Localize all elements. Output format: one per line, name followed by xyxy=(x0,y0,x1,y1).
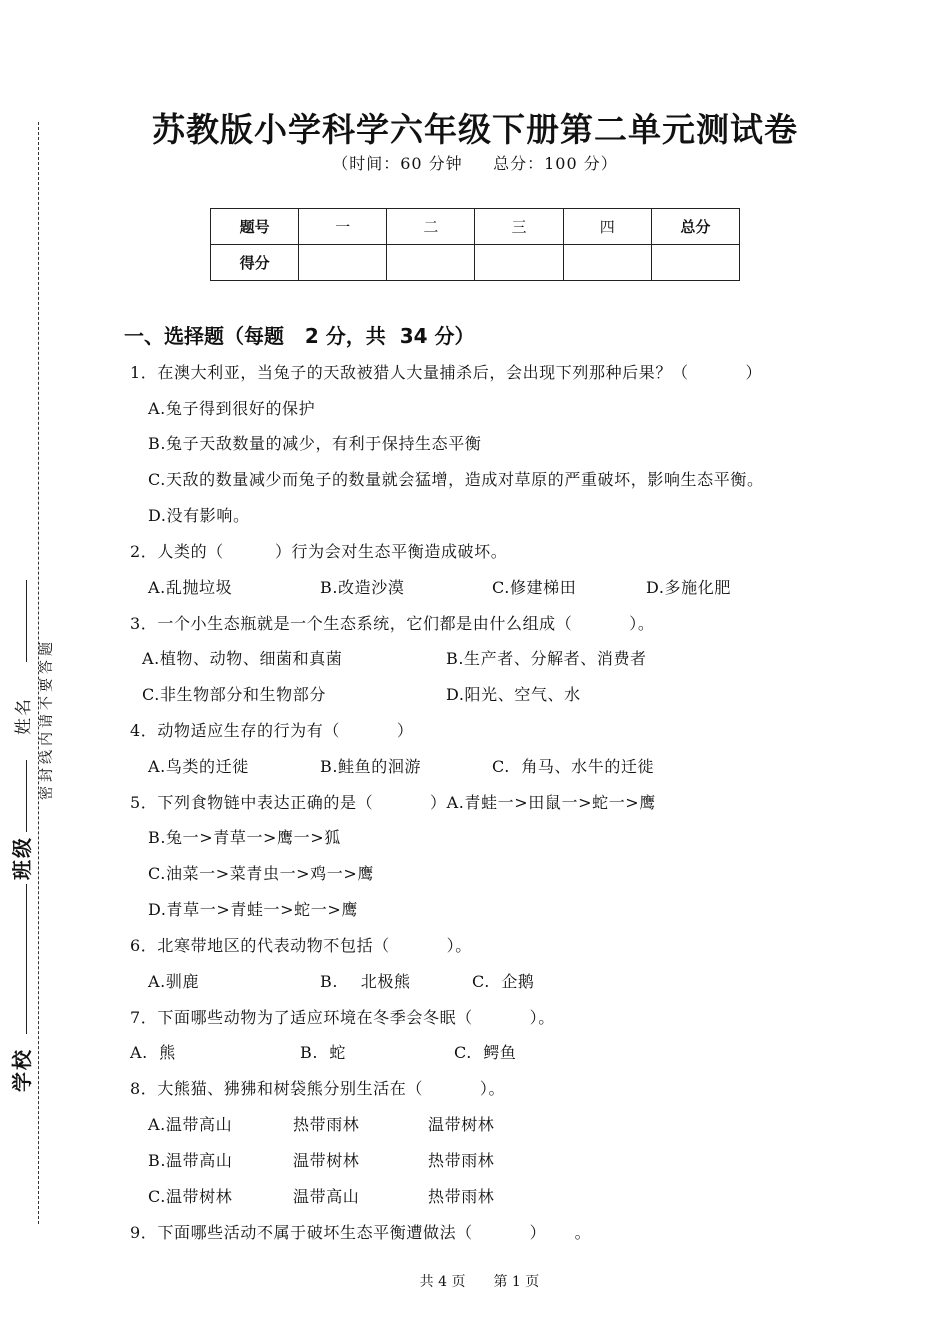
option[interactable]: A.植物、动物、细菌和真菌 xyxy=(142,649,343,668)
option-part: 温带树林 xyxy=(428,1115,495,1134)
option[interactable]: D.多施化肥 xyxy=(646,578,731,597)
question-stem: 4．动物适应生存的行为有（ ） xyxy=(130,721,414,740)
option-part: 温带高山 xyxy=(293,1187,360,1206)
section-heading: 一、选择题（每题 2 分，共 34 分） xyxy=(124,324,475,348)
option[interactable]: C. 鳄鱼 xyxy=(454,1043,517,1062)
class-blank-line[interactable] xyxy=(26,884,27,1034)
option-part: 温带树林 xyxy=(293,1151,360,1170)
school-label: 学校 xyxy=(10,1048,34,1092)
current-page: 第 1 页 xyxy=(493,1274,540,1290)
option[interactable]: A.乱抛垃圾 xyxy=(148,578,233,597)
option[interactable]: C.油菜一>菜青虫一>鸡一>鹰 xyxy=(148,864,374,883)
question-stem: 7．下面哪些动物为了适应环境在冬季会冬眠（ ）。 xyxy=(130,1008,555,1027)
option-part: 热带雨林 xyxy=(428,1187,495,1206)
option[interactable]: C.非生物部分和生物部分 xyxy=(142,685,326,704)
question-stem: 8．大熊猫、狒狒和树袋熊分别生活在（ ）。 xyxy=(130,1079,506,1098)
question-stem: 3．一个小生态瓶就是一个生态系统，它们都是由什么组成（ ）。 xyxy=(130,614,655,633)
score-table-score-row xyxy=(211,245,740,281)
name-blank-line[interactable] xyxy=(26,580,27,662)
option[interactable]: A.兔子得到很好的保护 xyxy=(148,399,316,418)
option-part: 热带雨林 xyxy=(293,1115,360,1134)
option[interactable]: B.兔子天敌数量的减少，有利于保持生态平衡 xyxy=(148,434,482,453)
option[interactable]: D.阳光、空气、水 xyxy=(446,685,581,704)
option[interactable]: B. 北极熊 xyxy=(320,972,411,991)
option-part: 热带雨林 xyxy=(428,1151,495,1170)
option[interactable]: D.没有影响。 xyxy=(148,506,250,525)
option[interactable]: B.兔一>青草一>鹰一>狐 xyxy=(148,828,341,847)
score-table-cell: 得分 xyxy=(211,245,299,281)
score-input-cell[interactable] xyxy=(475,245,563,281)
option[interactable]: C.修建梯田 xyxy=(492,578,577,597)
score-table-cell: 四 xyxy=(563,209,651,245)
total-pages: 共 4 页 xyxy=(419,1274,466,1290)
option[interactable]: C. 角马、水牛的迁徙 xyxy=(492,757,655,776)
option[interactable]: B. 蛇 xyxy=(300,1043,347,1062)
option[interactable]: C.天敌的数量减少而兔子的数量就会猛增，造成对草原的严重破坏，影响生态平衡。 xyxy=(148,470,764,489)
score-input-cell[interactable] xyxy=(387,245,475,281)
class-label: 班级 xyxy=(10,836,34,880)
option[interactable]: A.鸟类的迁徙 xyxy=(148,757,249,776)
score-table-cell: 总分 xyxy=(651,209,739,245)
binding-notice: 密封线内请不要答题 xyxy=(39,638,55,800)
question-stem: 6．北寒带地区的代表动物不包括（ ）。 xyxy=(130,936,472,955)
score-input-cell[interactable] xyxy=(651,245,739,281)
option[interactable]: B.鲑鱼的洄游 xyxy=(320,757,422,776)
score-table-cell: 二 xyxy=(387,209,475,245)
page-title: 苏教版小学科学六年级下册第二单元测试卷 xyxy=(152,110,798,149)
score-input-cell[interactable] xyxy=(299,245,387,281)
option[interactable]: B.改造沙漠 xyxy=(320,578,405,597)
score-table xyxy=(210,208,740,281)
option[interactable]: A. 熊 xyxy=(130,1043,176,1062)
option[interactable]: D.青草一>青蛙一>蛇一>鹰 xyxy=(148,900,358,919)
score-table-cell: 题号 xyxy=(211,209,299,245)
name-blank-line-lower[interactable] xyxy=(26,760,27,832)
option[interactable]: C. 企鹅 xyxy=(472,972,535,991)
score-table-cell: 一 xyxy=(299,209,387,245)
question-stem: 1．在澳大利亚，当兔子的天敌被猎人大量捕杀后，会出现下列那种后果？（ ） xyxy=(130,363,763,382)
name-label: 姓名 xyxy=(14,697,34,735)
question-stem: 9．下面哪些活动不属于破坏生态平衡遭做法（ ） 。 xyxy=(130,1223,592,1242)
score-table-cell: 三 xyxy=(475,209,563,245)
option[interactable]: C.温带树林 xyxy=(148,1187,233,1206)
page-footer xyxy=(0,1255,950,1291)
option[interactable]: A.温带高山 xyxy=(148,1115,233,1134)
option[interactable]: A.驯鹿 xyxy=(148,972,200,991)
question-stem: 2．人类的（ ）行为会对生态平衡造成破坏。 xyxy=(130,542,508,561)
question-stem: 5．下列食物链中表达正确的是（ ）A.青蛙一>田鼠一>蛇一>鹰 xyxy=(130,793,656,812)
option[interactable]: B.生产者、分解者、消费者 xyxy=(446,649,647,668)
exam-info: （时间：60 分钟 总分：100 分） xyxy=(332,154,618,173)
option[interactable]: B.温带高山 xyxy=(148,1151,233,1170)
score-input-cell[interactable] xyxy=(563,245,651,281)
score-table-header-row xyxy=(211,209,740,245)
